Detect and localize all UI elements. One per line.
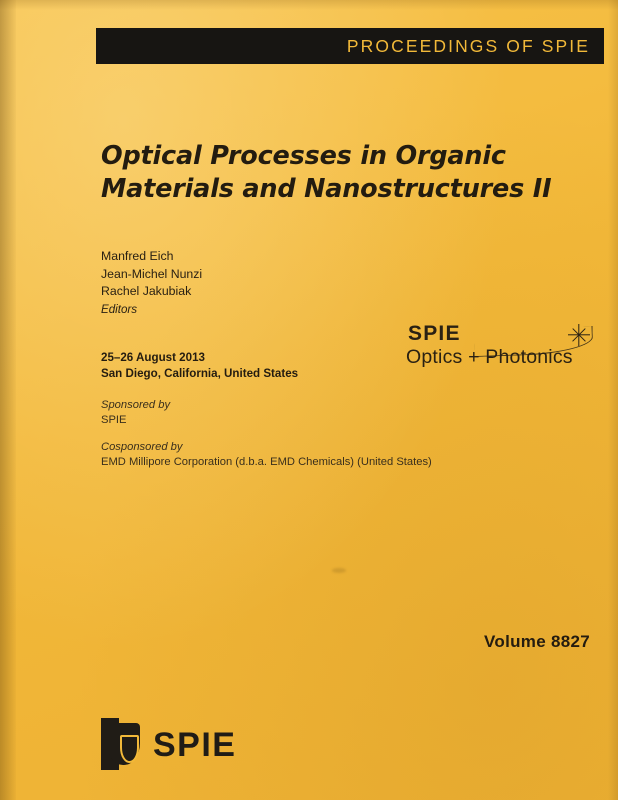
editor-name-2: Jean-Michel Nunzi: [101, 266, 203, 281]
event-dates: 25–26 August 2013: [101, 351, 205, 364]
editor-name-3: Rachel Jakubiak: [101, 284, 192, 298]
sponsored-by-value: SPIE: [101, 414, 127, 426]
scan-edge-right: [608, 0, 618, 800]
optics-photonics-logo-spie: SPIE: [408, 322, 461, 345]
event-location: San Diego, California, United States: [101, 367, 299, 380]
spie-footer-logo: [101, 718, 331, 770]
page-title-line-2: Materials and Nanostructures II: [101, 174, 552, 204]
cosponsored-by-value: EMD Millipore Corporation (d.b.a. EMD Chemicals) (United States): [101, 456, 432, 468]
scan-edge-left: [0, 0, 16, 800]
scan-artifact: [332, 568, 346, 573]
optics-photonics-logo-subtitle: Optics + Photonics: [406, 346, 573, 368]
page-title: [101, 140, 579, 206]
starburst-icon: [568, 324, 590, 346]
event-block: [101, 350, 431, 382]
editor-name-1: Manfred Eich: [101, 249, 174, 263]
cosponsored-by-label: Cosponsored by: [101, 441, 183, 453]
spie-shield-icon: [107, 723, 140, 765]
editors-block: [101, 248, 401, 316]
spie-wordmark: SPIE: [153, 726, 237, 764]
sponsors-block: [101, 398, 531, 470]
proceedings-banner: [96, 28, 604, 64]
editors-label: Editors: [101, 302, 138, 316]
optics-photonics-logo: [404, 322, 594, 384]
page-title-line-1: Optical Processes in Organic: [101, 141, 506, 171]
scan-edge-top: [0, 0, 618, 10]
volume-number: Volume 8827: [484, 632, 590, 651]
proceedings-banner-text: PROCEEDINGS OF SPIE: [346, 35, 590, 56]
sponsored-by-label: Sponsored by: [101, 399, 171, 411]
